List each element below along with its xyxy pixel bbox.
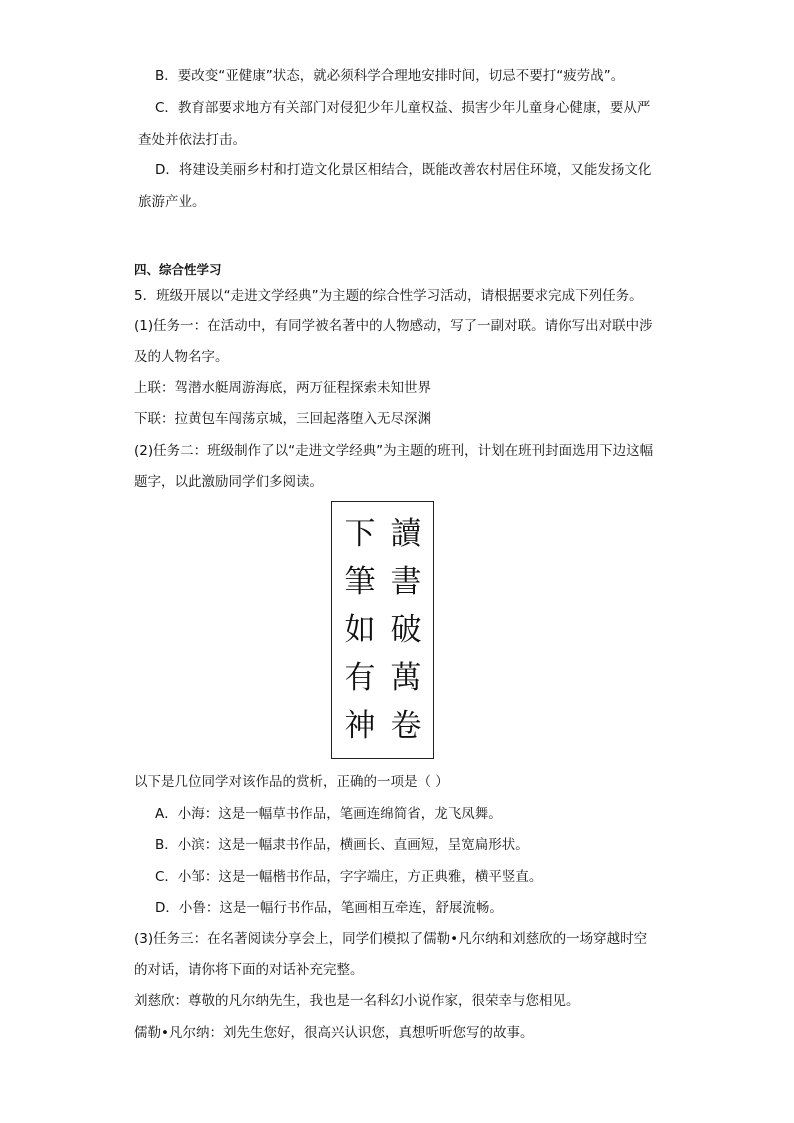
couplet-upper: 上联：驾潜水艇周游海底，两万征程探索未知世界: [134, 380, 431, 396]
calligraphy-char: 卷: [390, 708, 422, 744]
appreciation-prompt: 以下是几位同学对该作品的赏析，正确的一项是（ ）: [134, 774, 449, 790]
question-stem: 5．班级开展以“走进文学经典”为主题的综合性学习活动，请根据要求完成下列任务。: [134, 288, 643, 304]
option-b-sentence: B．要改变“亚健康”状态，就必须科学合理地安排时间，切忌不要打“疲劳战”。: [155, 68, 625, 84]
calligraphy-char: 有: [344, 660, 376, 696]
calligraphy-char: 如: [344, 612, 376, 648]
task1-line2: 及的人物名字。: [134, 349, 229, 365]
calligraphy-char: 萬: [390, 660, 422, 696]
task1-line1: (1)任务一：在活动中，有同学被名著中的人物感动，写了一副对联。请你写出对联中涉: [134, 318, 653, 334]
task2-line1: (2)任务二：班级制作了以“走进文学经典”为主题的班刊，计划在班刊封面选用下边这幅: [134, 443, 654, 459]
option-c-sentence-line2: 查处并依法打击。: [138, 132, 246, 148]
option-d-sentence-line2: 旅游产业。: [138, 194, 206, 210]
task3-line1: (3)任务三：在名著阅读分享会上，同学们模拟了儒勒•凡尔纳和刘慈欣的一场穿越时空: [134, 931, 648, 947]
choice-c[interactable]: C．小邹：这是一幅楷书作品，字字端庄，方正典雅，横平竖直。: [155, 869, 543, 885]
calligraphy-image: [331, 501, 434, 759]
dialogue-verne: 儒勒•凡尔纳：刘先生您好，很高兴认识您，真想听听您写的故事。: [134, 1025, 534, 1041]
task3-line2: 的对话，请你将下面的对话补充完整。: [134, 962, 364, 978]
calligraphy-char: 神: [344, 708, 376, 744]
calligraphy-char: 筆: [344, 564, 376, 600]
calligraphy-char: 破: [390, 612, 422, 648]
task2-line2: 题字，以此激励同学们多阅读。: [134, 474, 323, 490]
choice-a[interactable]: A．小海：这是一幅草书作品，笔画连绵简省，龙飞凤舞。: [155, 806, 502, 822]
calligraphy-right-column: [386, 510, 426, 750]
choice-b[interactable]: B．小滨：这是一幅隶书作品，横画长、直画短，呈宽扁形状。: [155, 837, 529, 853]
calligraphy-char: 下: [344, 516, 376, 552]
calligraphy-char: 書: [390, 564, 422, 600]
dialogue-liu: 刘慈欣：尊敬的凡尔纳先生，我也是一名科幻小说作家，很荣幸与您相见。: [134, 993, 580, 1009]
calligraphy-char: 讀: [390, 516, 422, 552]
calligraphy-left-column: [340, 510, 380, 750]
option-d-sentence-line1: D．将建设美丽乡村和打造文化景区相结合，既能改善农村居住环境，又能发扬文化: [155, 162, 652, 178]
choice-d[interactable]: D．小鲁：这是一幅行书作品，笔画相互牵连，舒展流畅。: [155, 900, 503, 916]
couplet-lower: 下联：拉黄包车闯荡京城，三回起落堕入无尽深渊: [134, 411, 431, 427]
option-c-sentence-line1: C．教育部要求地方有关部门对侵犯少年儿童权益、损害少年儿童身心健康，要从严: [155, 100, 651, 116]
section-title: 四、综合性学习: [134, 262, 222, 277]
